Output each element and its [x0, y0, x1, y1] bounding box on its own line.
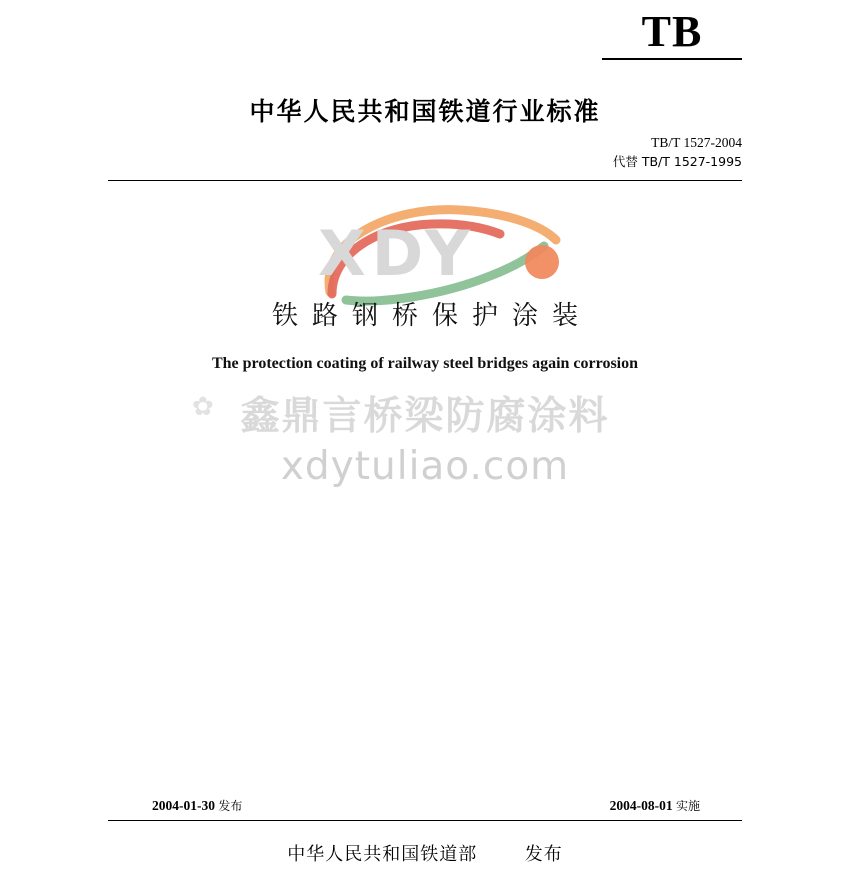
publisher-action: 发布 [524, 844, 563, 865]
flower-icon: ✿ [192, 392, 214, 421]
page-title: 中华人民共和国铁道行业标准 [249, 97, 601, 126]
standard-mark-block [602, 8, 742, 60]
publisher-block [0, 840, 850, 866]
issue-date: 2004-01-30 [152, 798, 215, 813]
issue-date-block [152, 797, 242, 814]
publisher-name: 中华人民共和国铁道部 [287, 844, 478, 865]
header-divider [108, 180, 742, 181]
watermark-company: 鑫鼎言桥梁防腐涂料 [240, 394, 610, 439]
issue-label: 发布 [218, 799, 243, 813]
standard-mark-underline [602, 58, 742, 60]
subject-title-en: The protection coating of railway steel bridges again corrosion [211, 355, 639, 372]
standard-mark-text: TB [641, 7, 703, 56]
effective-date: 2004-08-01 [609, 798, 673, 813]
xdy-watermark-text: XDY [318, 217, 476, 290]
effective-date-block [610, 797, 700, 814]
standard-number-block [613, 133, 742, 171]
standard-replaces: 代替 TB/T 1527-1995 [612, 154, 742, 169]
subject-title-cn: 铁路钢桥保护涂装 [271, 301, 592, 331]
watermark-website: xdytuliao.com [280, 444, 570, 489]
standard-number: TB/T 1527-2004 [651, 135, 742, 150]
footer-divider [108, 820, 742, 821]
effective-label: 实施 [675, 799, 700, 813]
